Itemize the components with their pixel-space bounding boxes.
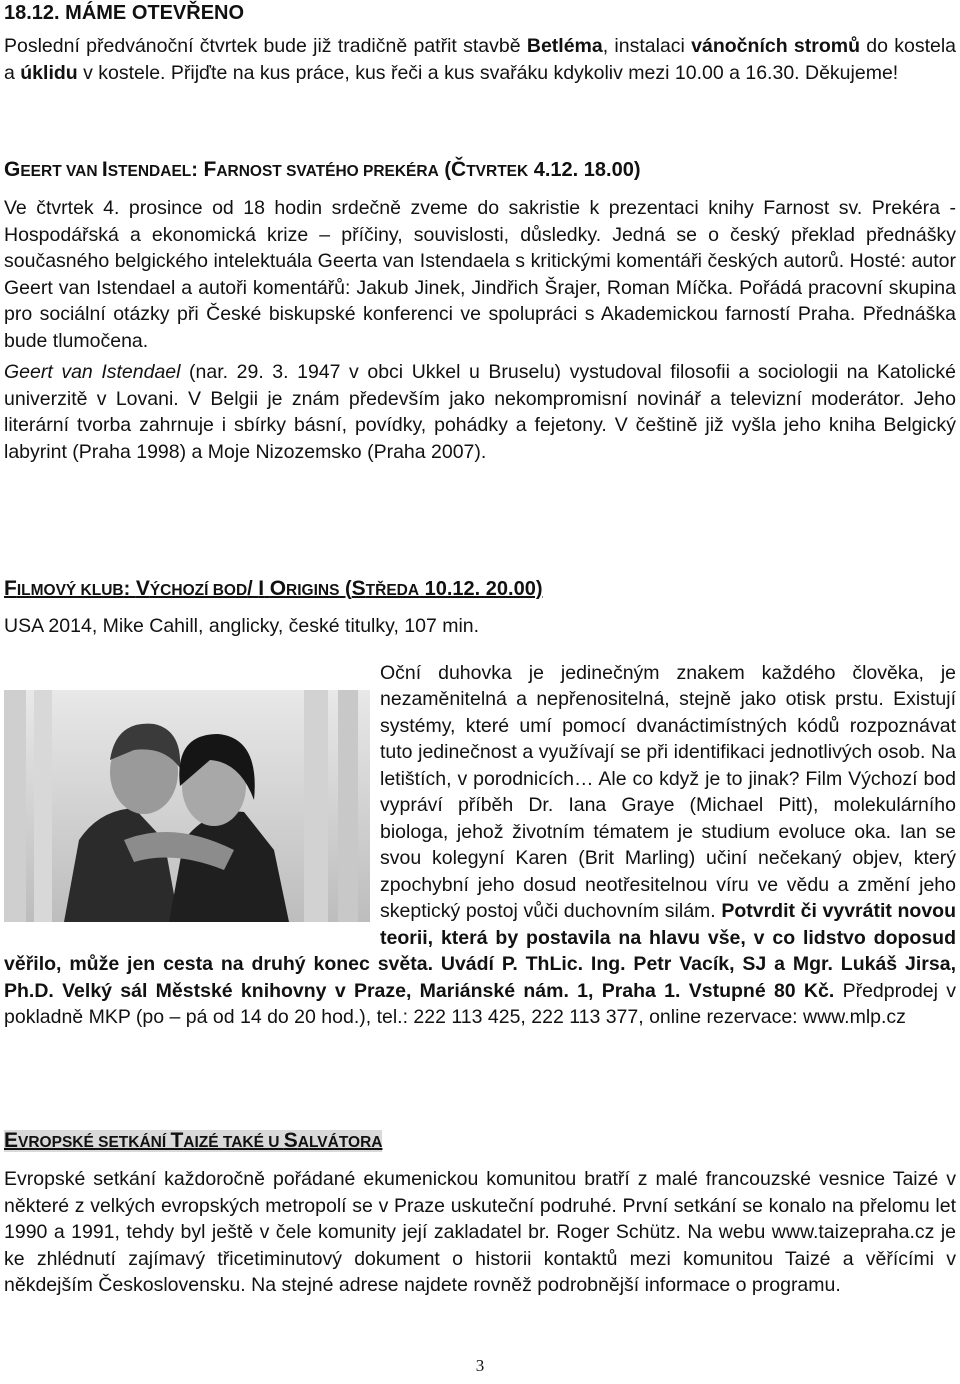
section-title: 18.12. MÁME OTEVŘENO [4,2,245,24]
section-title: FILMOVÝ KLUB: VÝCHOZÍ BOD/ I ORIGINS (STŘEDA 10.12. 20.00) [4,577,543,600]
paragraph-with-image [4,660,956,1031]
paragraph: Poslední předvánoční čtvrtek bude již tradičně patřit stavbě Betléma, instalaci vánočních stromů do kostela a úklidu v kostele. Přijďte na kus práce, kus řeči a kus svařáku kdykoliv mezi 10.00 a 16.30. Děkujeme! [4,35,957,84]
film-details: USA 2014, Mike Cahill, anglicky, české titulky, 107 min. [4,615,480,637]
paragraph: Geert van Istendael (nar. 29. 3. 1947 v obci Ukkel u Bruselu) vystudoval filosofii a sociologii na Katolické univerzitě v Lovani. V Belgii je znám především jako nekompromisní novinář a televizní moderátor. Jeho literární tvorba zahrnuje i sbírky básní, povídky, pohádky a fejetony. V češtině již vyšla jeho kniha Belgický labyrint (Praha 1998) a Moje Nizozemsko (Praha 2007). [4,361,957,463]
film-still-image [4,690,370,922]
film-still-photo [4,690,370,922]
section-title: GEERT VAN ISTENDAEL: FARNOST SVATÉHO PREKÉRA (ČTVRTEK 4.12. 18.00) [4,158,641,181]
section-title: EVROPSKÉ SETKÁNÍ TAIZÉ TAKÉ U SALVÁTORA [4,1129,383,1152]
paragraph: Ve čtvrtek 4. prosince od 18 hodin srdečně zveme do sakristie k prezentaci knihy Farnost sv. Prekéra - Hospodářská a ekonomická krize – příčiny, souvislosti, důsledky. Jedná se o český překlad přednášky současného belgického intelektuála Geerta van Istendaela s kritickými komentáři českých autorů. Hosté: autor Geert van Istendael a autoři komentářů: Jakub Jinek, Jindřich Šrajer, Roman Míčka. Pořádá pracovní skupina pro sociální otázky při České biskupské konferenci ve spolupráci s Akademickou farností Praha. Přednáška bude tlumočena. [4,197,956,352]
page-number: 3 [475,1356,485,1375]
section-mame-otevreno [4,0,956,86]
section-geert-van-istendael [4,157,956,465]
section-filmovy-klub [4,576,956,1031]
paragraph: Oční duhovka je jedinečným znakem každého člověka, je nezaměnitelná a nepřenositelná, stejně jako otisk prstu. Existují systémy, které umí pomocí dvanáctimístných kódů rozpoznávat tuto jedinečnost a využívají se při identifikaci jednotlivých osob. Na letištích, v porodnicích… Ale co když je to jinak? Film Výchozí bod vypráví příběh Dr. Iana Graye (Michael Pitt), molekulárního biologa, jehož životním tématem je studium evoluce oka. Ian se svou kolegyní Karen (Brit Marling) učiní nečekaný objev, který zpochybní jeho dosud neotřesitelnou víru ve vědu a změní jeho skeptický postoj vůči duchovním silám. Potvrdit či vyvrátit novou teorii, která by postavila na hlavu vše, v co lidstvo doposud věřilo, může jen cesta na druhý konec světa. Uvádí P. ThLic. Ing. Petr Vacík, SJ a Mgr. Lukáš Jirsa, Ph.D. Velký sál Městské knihovny v Praze, Mariánské nám. 1, Praha 1. Vstupné 80 Kč. Předprodej v pokladně MKP (po – pá od 14 do 20 hod.), tel.: 222 113 425, 222 113 377, online rezervace: www.mlp.cz [4,661,956,1028]
paragraph: Evropské setkání každoročně pořádané ekumenickou komunitou bratří z malé francouzské vesnice Taizé v některé z velkých evropských metropolí se v Praze uskuteční podruhé. První setkání se konalo na přelomu let 1990 a 1991, tehdy byl ještě v čele komunity její zakladatel br. Roger Schütz. Na webu www.taizepraha.cz je ke zhlédnutí zajímavý třicetiminutový dokument o historii kontaktů mezi komunitou Taizé a věřícími v někdejším Československu. Na stejné adrese najdete rovněž podrobnější informace o programu. [4,1168,956,1296]
section-evropske-setkani-taize [4,1128,956,1299]
